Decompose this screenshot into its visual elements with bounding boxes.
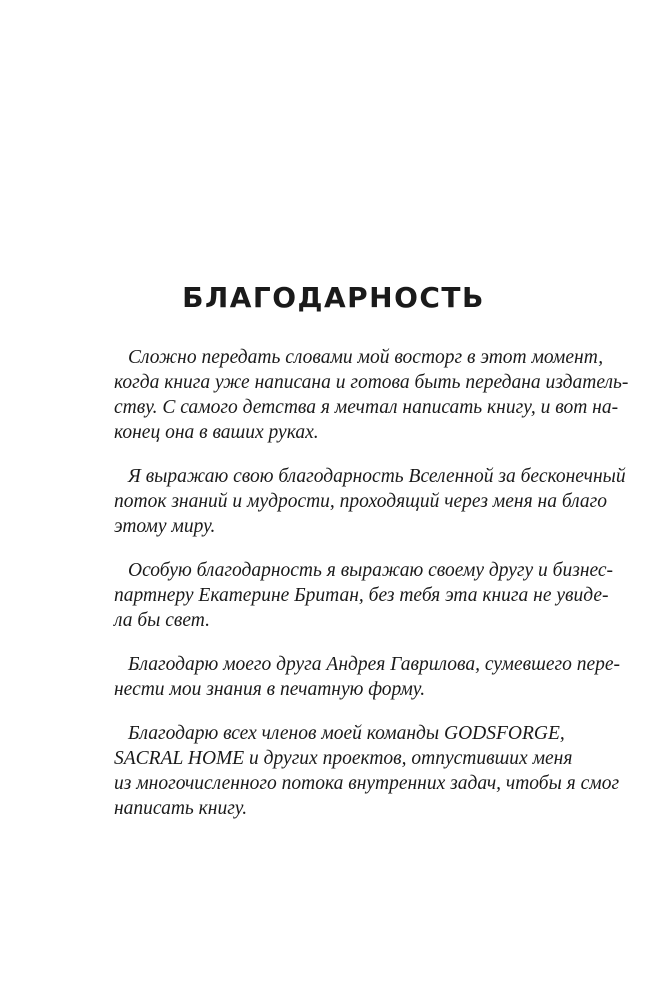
text-line: ла бы свет.: [114, 610, 210, 631]
text-line: партнеру Екатерине Британ, без тебя эта книга не увиде-: [114, 585, 609, 606]
text-line: Сложно передать словами мой восторг в этот момент,: [128, 347, 604, 368]
text-line: нести мои знания в печатную форму.: [114, 679, 426, 700]
acknowledgements-text: [114, 345, 629, 840]
text-line: из многочисленного потока внутренних задач, чтобы я смог: [114, 773, 620, 794]
text-line: написать книгу.: [114, 798, 248, 819]
text-line: поток знаний и мудрости, проходящий через меня на благо: [114, 491, 607, 512]
text-line: Благодарю моего друга Андрея Гаврилова, сумевшего пере-: [128, 654, 621, 675]
paragraph: [114, 558, 614, 633]
paragraph: [114, 464, 626, 539]
text-line: ству. С самого детства я мечтал написать книгу, и вот на-: [114, 397, 619, 418]
paragraph: [114, 652, 621, 702]
text-line: конец она в ваших руках.: [114, 422, 319, 443]
text-line: когда книга уже написана и готова быть передана издатель-: [114, 372, 629, 393]
text-line: SACRAL HOME и других проектов, отпустивших меня: [114, 748, 573, 769]
text-line: Благодарю всех членов моей команды GODSFORGE,: [128, 723, 565, 744]
page-title: БЛАГОДАРНОСТЬ: [182, 281, 485, 314]
text-line: Я выражаю свою благодарность Вселенной за бесконечный: [128, 466, 626, 487]
text-line: этому миру.: [114, 516, 216, 537]
paragraph: [114, 721, 620, 821]
paragraph: [114, 345, 629, 445]
text-line: Особую благодарность я выражаю своему другу и бизнес-: [128, 560, 614, 581]
